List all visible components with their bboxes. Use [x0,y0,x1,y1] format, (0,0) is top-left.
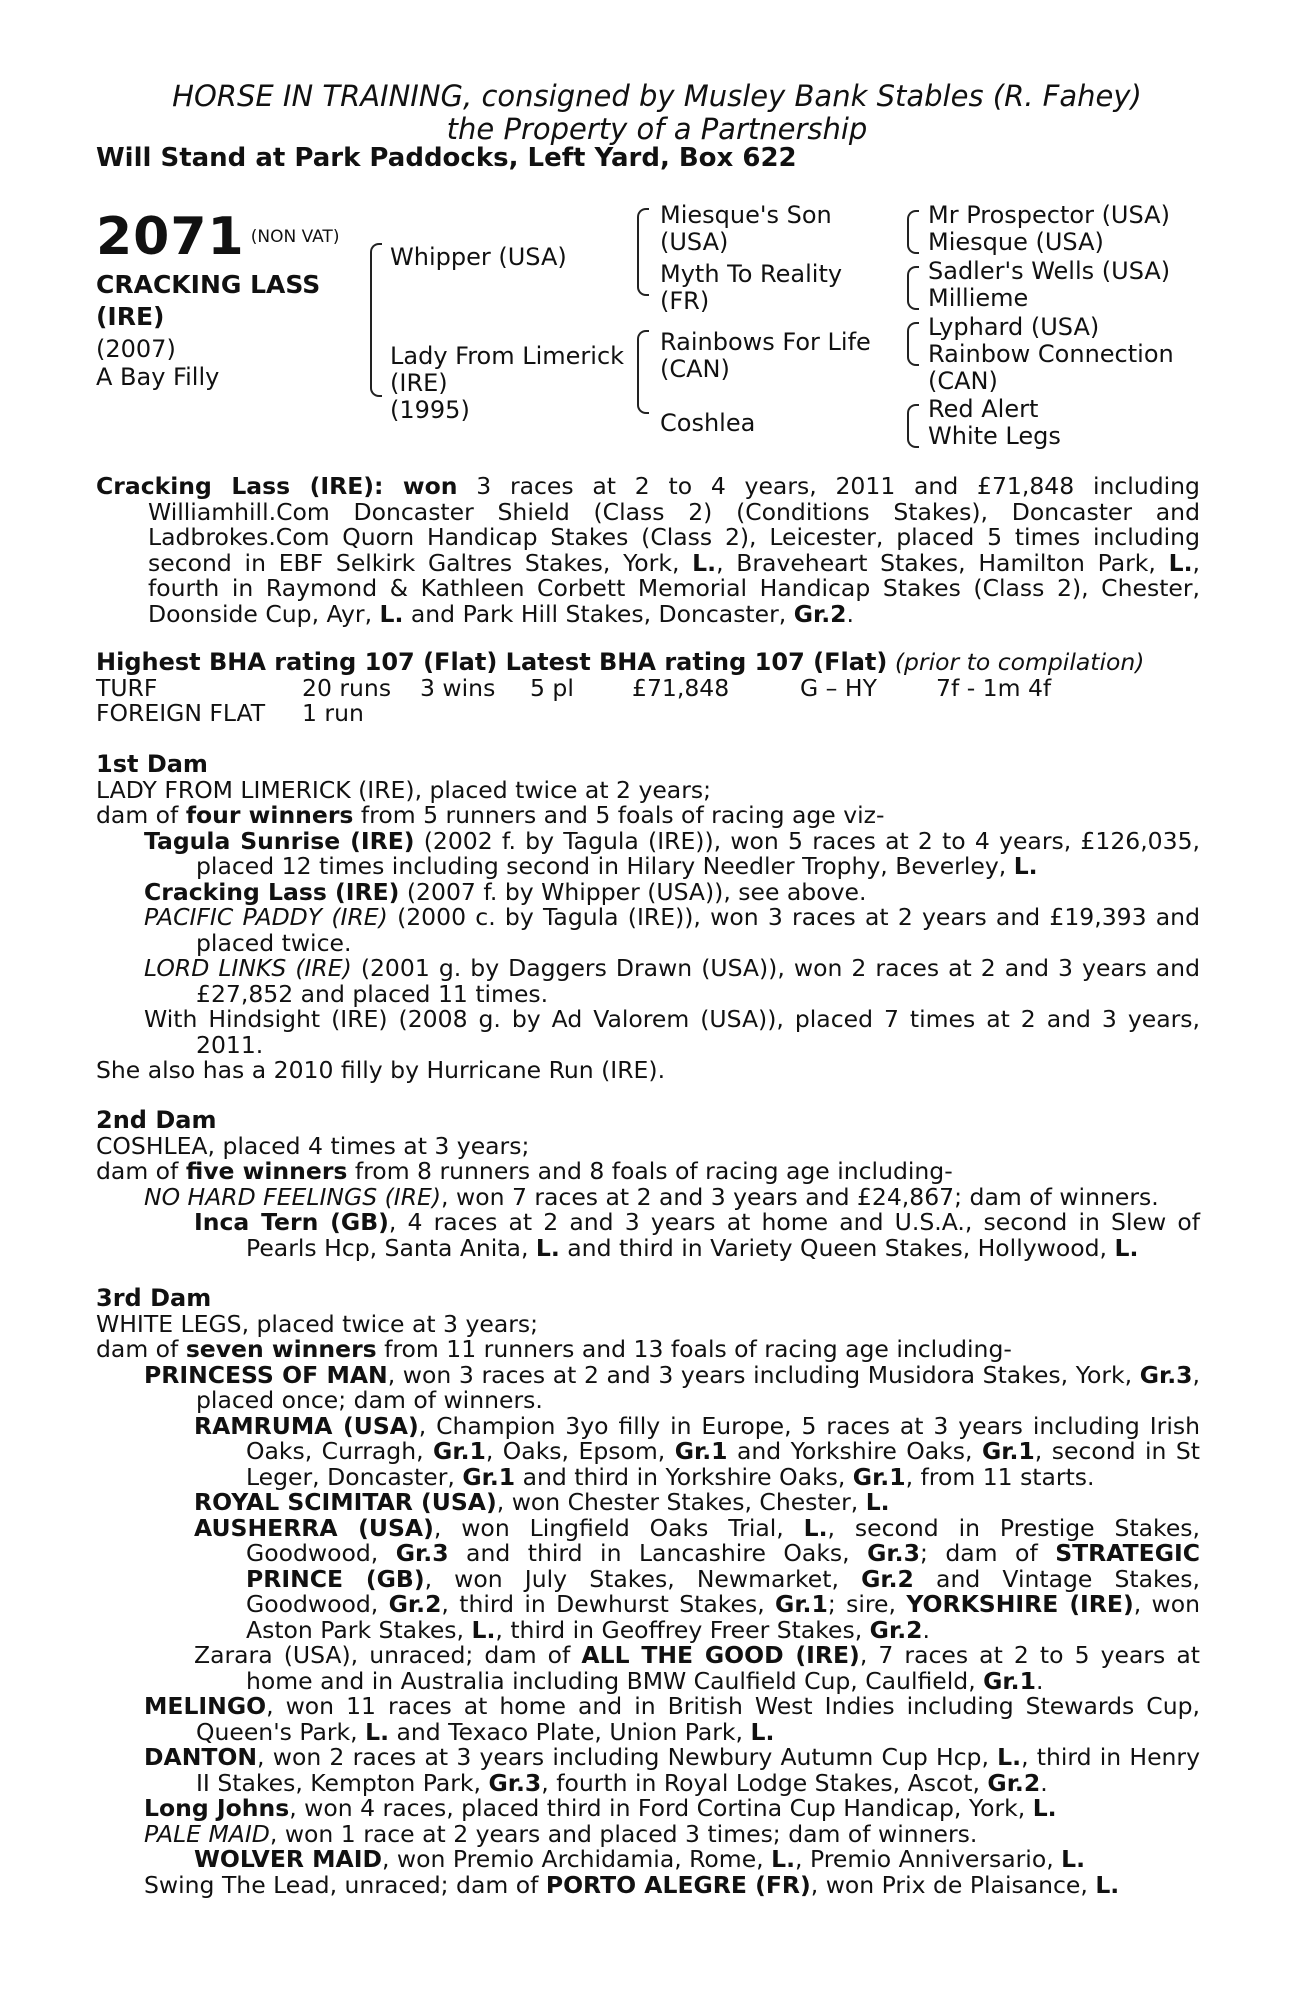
horse-name: CRACKING LASS (IRE) [96,270,321,331]
stand-location: Will Stand at Park Paddocks, Left Yard, Box 622 [96,143,797,173]
turf-distance: 7f - 1m 4f [936,673,1052,702]
turf-earnings: £71,848 [632,673,730,702]
produce-entry: Long Johns, won 4 races, placed third in Ford Cortina Cup Handicap, York, L. [144,1794,1057,1822]
foreign-label: FOREIGN FLAT [96,699,266,727]
lot-number-value: 2071 [96,207,245,267]
produce-entry: Swing The Lead, unraced; dam of PORTO ALEGRE (FR), won Prix de Plaisance, L. [144,1870,1120,1899]
produce-entry: With Hindsight (IRE) (2008 g. by Ad Valorem (USA)), placed 7 times at 2 and 3 years, 2011. [144,1005,1200,1059]
consignor-line: HORSE IN TRAINING, consigned by Musley Bank Stables (R. Fahey) [172,79,1142,113]
brace-g3 [907,322,919,366]
sire-sire-dam: Miesque (USA) [928,228,1104,256]
sire-dam-brace [370,243,382,397]
third-dam-section: 3rd Dam WHITE LEGS, placed twice at 3 years; dam of seven winners from 11 runners and 13 foals of racing age including- PRINCESS OF MAN, won 3 races at 2 and 3 years including Musidora Stakes, York, Gr.3, placed once; dam of winners. RAMRUMA (USA), Champion 3yo filly in Europe, 5 races at 3 years including Irish Oaks, Curragh, Gr.1, Oaks, Epsom, Gr.1 and Yorkshire Oaks, Gr.1, second in St Leger, Doncaster, Gr.1 and third in Yorkshire Oaks, Gr.1, from 11 starts. ROYAL SCIMITAR (USA), won Chester Stakes, Chester, L. AUSHERRA (USA), won Lingfield Oaks Trial, L., second in Prestige Stakes, Goodwood, Gr.3 and third in Lancashire Oaks, Gr.3; dam of STRATEGIC PRINCE (GB), won July Stakes, Newmarket, Gr.2 and Vintage Stakes, Goodwood, Gr.2, third in Dewhurst Stakes, Gr.1; sire, YORKSHIRE (IRE), won Aston Park Stakes, L., third in Geoffrey Freer Stakes, Gr.2. Zarara (USA), unraced; dam of ALL THE GOOD (IRE), 7 races at 2 to 5 years at home and in Australia including BMW Caulfield Cup, Caulfield, Gr.1. MELINGO, won 11 races at home and in British West Indies including Stewards Cup, Queen's Park, L. and Texaco Plate, Union Park, L. DANTON, won 2 races at 3 years including Newbury Autumn Cup Hcp, L., third in Henry II Stakes, Kempton Park, Gr.3, fourth in Royal Lodge Stakes, Ascot, Gr.2. Long Johns, won 4 races, placed third in Ford Cortina Cup Handicap, York, L. PALE MAID, won 1 race at 2 years and placed 3 times; dam of winners. WOLVER MAID, won Premio Archidamia, Rome, L., Premio Anniversario, L. Swing The Lead, unraced; dam of PORTO ALEGRE (FR), won Prix de Plaisance, L. [96,1284,1201,1899]
grade-label: L. [692,548,717,577]
produce-entry: Cracking Lass (IRE) (2007 f. by Whipper (USA)), see above. [144,877,867,906]
sire-dam: Myth To Reality (FR) [660,260,843,315]
produce-entry: WOLVER MAID, won Premio Archidamia, Rome, L., Premio Anniversario, L. [194,1845,1086,1873]
summary-text: . [846,599,855,628]
foreign-runs: 1 run [302,699,364,727]
sire: Whipper (USA) [390,243,567,271]
winners-count: four winners [185,801,354,829]
turf-wins: 3 wins [420,673,496,702]
dam: Lady From Limerick (IRE) [390,342,625,397]
winners-count: seven winners [185,1335,377,1363]
foaling-year: (2007) [96,335,176,363]
dam-line: LADY FROM LIMERICK (IRE), placed twice at 2 years; [96,775,712,804]
turf-going: G – HY [800,673,877,702]
produce-entry: MELINGO, won 11 races at home and in British West Indies including Stewards Cup, Queen's Park, L. and Texaco Plate, Union Park, L. [144,1692,1200,1746]
section-title: 2nd Dam [96,1106,217,1134]
produce-entry: NO HARD FEELINGS (IRE), won 7 races at 2 and 3 years and £24,867; dam of winners. [144,1182,1159,1211]
produce-entry: PRINCESS OF MAN, won 3 races at 2 and 3 years including Musidora Stakes, York, Gr.3, placed once; dam of winners. [144,1360,1200,1414]
produce-entry: Zarara (USA), unraced; dam of ALL THE GOOD (IRE), 7 races at 2 to 5 years at home and in Australia including BMW Caulfield Cup, Caulfield, Gr.1. [194,1641,1200,1695]
sire-dam-dam: Millieme [928,284,1029,312]
dam-dam: Coshlea [660,409,756,437]
summary-text: and Park Hill Stakes, Doncaster, [403,599,794,628]
vat-status: (NON VAT) [250,227,340,247]
sire-line-brace [637,208,649,296]
brace-g4 [907,404,919,448]
turf-runs: 20 runs [302,673,392,702]
summary-text: , fourth in Raymond & Kathleen Corbett Memorial Handicap Stakes (Class 2), Chester, Doonside Cup, Ayr, [148,548,1200,628]
grade-label: L. [1168,548,1193,577]
produce-entry: RAMRUMA (USA), Champion 3yo filly in Europe, 5 races at 3 years including Irish Oaks, Curragh, Gr.1, Oaks, Epsom, Gr.1 and Yorkshire Oaks, Gr.1, second in St Leger, Doncaster, Gr.1 and third in Yorkshire Oaks, Gr.1, from 11 starts. [194,1411,1200,1491]
sire-sire-sire: Mr Prospector (USA) [928,201,1170,229]
dam-footnote: She also has a 2010 filly by Hurricane Run (IRE). [96,1056,666,1084]
sire-dam-sire: Sadler's Wells (USA) [928,257,1171,285]
produce-entry: Inca Tern (GB), 4 races at 2 and 3 years at home and U.S.A., second in Slew of Pearls Hcp, Santa Anita, L. and third in Variety Queen Stakes, Hollywood, L. [194,1208,1200,1262]
section-title: 1st Dam [96,750,208,778]
produce-entry: ROYAL SCIMITAR (USA), won Chester Stakes, Chester, L. [194,1488,890,1516]
rating-heading: Highest BHA rating 107 (Flat) Latest BHA rating 107 (Flat) [96,648,888,676]
dam-dam-sire: Red Alert [928,395,1039,423]
rating-section [96,650,1200,727]
race-summary: Cracking Lass (IRE): won 3 races at 2 to 4 years, 2011 and £71,848 including Williamhill.Com Doncaster Shield (Class 2) (Conditions Stakes), Doncaster and Ladbrokes.Com Quorn Handicap Stakes (Class 2), Leicester, placed 5 times including second in EBF Selkirk Galtres Stakes, York, L., Braveheart Stakes, Hamilton Park, L., fourth in Raymond & Kathleen Corbett Memorial Handicap Stakes (Class 2), Chester, Doonside Cup, Ayr, L. and Park Hill Stakes, Doncaster, Gr.2. [96,472,1200,628]
sire-sire: Miesque's Son (USA) [660,201,832,256]
produce-entry: Tagula Sunrise (IRE) (2002 f. by Tagula (IRE)), won 5 races at 2 to 4 years, £126,035, placed 12 times including second in Hilary Needler Trophy, Beverley, L. [144,826,1201,880]
rating-note: (prior to compilation) [894,648,1145,676]
brace-g1 [907,210,919,254]
turf-placed: 5 pl [530,673,574,702]
summary-text: 3 races at 2 to 4 years, 2011 and £71,848 including Williamhill.Com Doncaster Shield (Class 2) (Conditions Stakes), Doncaster and Ladbrokes.Com Quorn Handicap Stakes (Class 2), Leicester, placed 5 times including second in EBF Selkirk Galtres Stakes, York, [148,472,1200,577]
produce-entry: PACIFIC PADDY (IRE) (2000 c. by Tagula (IRE)), won 3 races at 2 years and £19,393 and placed twice. [144,903,1200,957]
produce-entry: PALE MAID, won 1 race at 2 years and placed 3 times; dam of winners. [144,1819,978,1848]
owner-line: the Property of a Partnership [446,112,868,146]
summary-won: won [402,472,458,500]
summary-horse-name: Cracking Lass (IRE) [96,472,374,500]
produce-entry: AUSHERRA (USA), won Lingfield Oaks Trial, L., second in Prestige Stakes, Goodwood, Gr.3 and third in Lancashire Oaks, Gr.3; dam of STRATEGIC PRINCE (GB), won July Stakes, Newmarket, Gr.2 and Vintage Stakes, Goodwood, Gr.2, third in Dewhurst Stakes, Gr.1; sire, YORKSHIRE (IRE), won Aston Park Stakes, L., third in Geoffrey Freer Stakes, Gr.2. [194,1513,1201,1644]
dam-line: WHITE LEGS, placed twice at 3 years; [96,1309,539,1338]
lot-number [96,207,339,267]
produce-entry: LORD LINKS (IRE) (2001 g. by Daggers Drawn (USA)), won 2 races at 2 and 3 years and £27,852 and placed 11 times. [144,954,1200,1008]
dam-sire: Rainbows For Life (CAN) [660,328,871,383]
turf-record [96,673,1200,702]
dam-year: (1995) [390,396,470,424]
produce-entry: DANTON, won 2 races at 3 years including Newbury Autumn Cup Hcp, L., third in Henry II Stakes, Kempton Park, Gr.3, fourth in Royal Lodge Stakes, Ascot, Gr.2. [144,1743,1200,1797]
dam-line-brace [637,330,649,414]
grade-label: L. [379,599,404,628]
winners-count: five winners [185,1157,348,1185]
foreign-record [96,701,1200,727]
dam-dam-dam: White Legs [928,422,1061,450]
dam-line: COSHLEA, placed 4 times at 3 years; [96,1131,530,1160]
first-dam-section: 1st Dam LADY FROM LIMERICK (IRE), placed twice at 2 years; dam of four winners from 5 runners and 5 foals of racing age viz- Tagula Sunrise (IRE) (2002 f. by Tagula (IRE)), won 5 races at 2 to 4 years, £126,035, placed 12 times including second in Hilary Needler Trophy, Beverley, L. Cracking Lass (IRE) (2007 f. by Whipper (USA)), see above. PACIFIC PADDY (IRE) (2000 c. by Tagula (IRE)), won 3 races at 2 years and £19,393 and placed twice. LORD LINKS (IRE) (2001 g. by Daggers Drawn (USA)), won 2 races at 2 and 3 years and £27,852 and placed 11 times. With Hindsight (IRE) (2008 g. by Ad Valorem (USA)), placed 7 times at 2 and 3 years, 2011. She also has a 2010 filly by Hurricane Run (IRE). [96,750,1201,1084]
dam-sire-sire: Lyphard (USA) [928,313,1100,341]
section-title: 3rd Dam [96,1284,212,1312]
dam-sire-dam: Rainbow Connection (CAN) [928,340,1174,395]
horse-description: A Bay Filly [96,363,220,391]
summary-text: , Braveheart Stakes, Hamilton Park, [716,548,1169,577]
grade-label: Gr.2 [793,599,847,628]
second-dam-section: 2nd Dam COSHLEA, placed 4 times at 3 years; dam of five winners from 8 runners and 8 foals of racing age including- NO HARD FEELINGS (IRE), won 7 races at 2 and 3 years and £24,867; dam of winners. Inca Tern (GB), 4 races at 2 and 3 years at home and U.S.A., second in Slew of Pearls Hcp, Santa Anita, L. and third in Variety Queen Stakes, Hollywood, L. [96,1106,1200,1262]
turf-label: TURF [96,673,158,702]
brace-g2 [907,266,919,310]
